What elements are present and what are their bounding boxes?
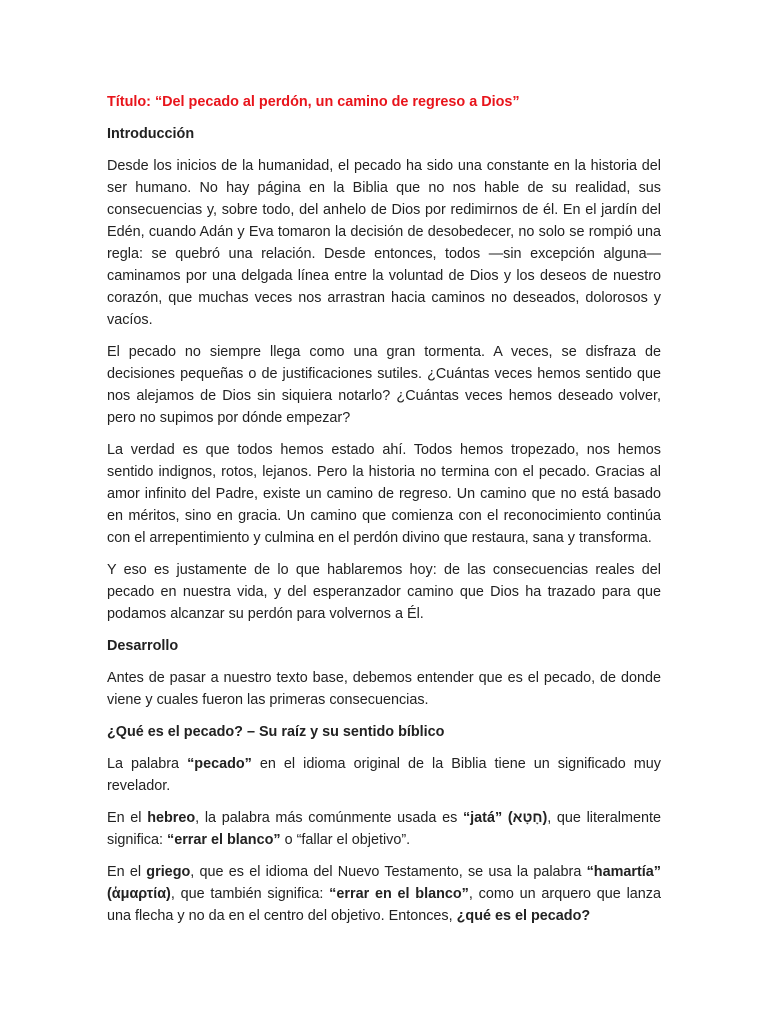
intro-paragraph-1: Desde los inicios de la humanidad, el pecado ha sido una constante en la historia del ser humano. No hay página en la Biblia que no nos hable de su realidad, sus consecuencias y, sobre todo, del anhelo de Dios por redimirnos de él. En el jardín del Edén, cuando Adán y Eva tomaron la decisión de desobedecer, no solo se rompió una regla: se quebró una relación. Desde entonces, todos —sin excepción alguna— caminamos por una delgada línea entre la voluntad de Dios y los deseos de nuestro corazón, que muchas veces nos arrastran hacia caminos no deseados, dolorosos y vacíos.	[107, 158, 661, 328]
document-title: Título: “Del pecado al perdón, un camino de regreso a Dios”	[107, 94, 520, 110]
sin-subheading: ¿Qué es el pecado? – Su raíz y su sentido bíblico	[107, 724, 445, 740]
bold-term-griego: griego	[146, 864, 191, 880]
intro-paragraph-2: El pecado no siempre llega como una gran tormenta. A veces, se disfraza de decisiones pequeñas o de justificaciones sutiles. ¿Cuántas veces hemos sentido que nos alejamos de Dios sin siquiera notarlo? ¿Cuántas veces hemos deseado volver, pero no supimos por dónde empezar?	[107, 344, 661, 426]
text-run: En el	[107, 864, 147, 880]
text-run: , que es el idioma del Nuevo Testamento, se usa la palabra	[190, 864, 587, 880]
text-run: , como un arquero que lanza una flecha y no da en el centro del objetivo. Entonces,	[107, 886, 661, 924]
text-run: en el idioma original de la Biblia tiene un significado muy revelador.	[107, 756, 661, 794]
development-heading: Desarrollo	[107, 638, 179, 654]
intro-paragraph-4: Y eso es justamente de lo que hablaremos hoy: de las consecuencias reales del pecado en nuestra vida, y del esperanzador camino que Dios ha trazado para que podamos alcanzar su perdón para volvernos a Él.	[107, 562, 661, 622]
bold-term-errar-el-blanco: “errar el blanco”	[167, 832, 281, 848]
bold-term-jata: “jatá” (חָטָא)	[462, 810, 548, 826]
development-paragraph-1: Antes de pasar a nuestro texto base, debemos entender que es el pecado, de donde viene y cuales fueron las primeras consecuencias.	[107, 670, 661, 708]
text-run: , la palabra más comúnmente usada es	[195, 810, 463, 826]
text-run: La palabra	[107, 756, 188, 772]
bold-term-hamartia: “hamartía” (ἁμαρτία)	[107, 864, 661, 902]
document-page	[107, 91, 661, 937]
text-run: o “fallar el objetivo”.	[280, 832, 411, 848]
bold-question-que-es-el-pecado: ¿qué es el pecado?	[456, 908, 591, 924]
paragraph-word-sin	[107, 753, 661, 797]
text-run: , que literalmente significa:	[107, 810, 661, 848]
paragraph-hebrew	[107, 807, 661, 851]
bold-term-hebreo: hebreo	[147, 810, 196, 826]
text-run: En el	[107, 810, 148, 826]
intro-heading: Introducción	[107, 126, 195, 142]
intro-paragraph-3: La verdad es que todos hemos estado ahí. Todos hemos tropezado, nos hemos sentido indignos, rotos, lejanos. Pero la historia no termina con el pecado. Gracias al amor infinito del Padre, existe un camino de regreso. Un camino que no está basado en méritos, sino en gracia. Un camino que comienza con el reconocimiento continúa con el arrepentimiento y culmina en el perdón divino que restaura, sana y transforma.	[107, 442, 661, 546]
paragraph-greek	[107, 861, 661, 927]
bold-term-errar-en-el-blanco: “errar en el blanco”	[329, 886, 469, 902]
text-run: , que también significa:	[170, 886, 330, 902]
bold-term-pecado: “pecado”	[187, 756, 252, 772]
